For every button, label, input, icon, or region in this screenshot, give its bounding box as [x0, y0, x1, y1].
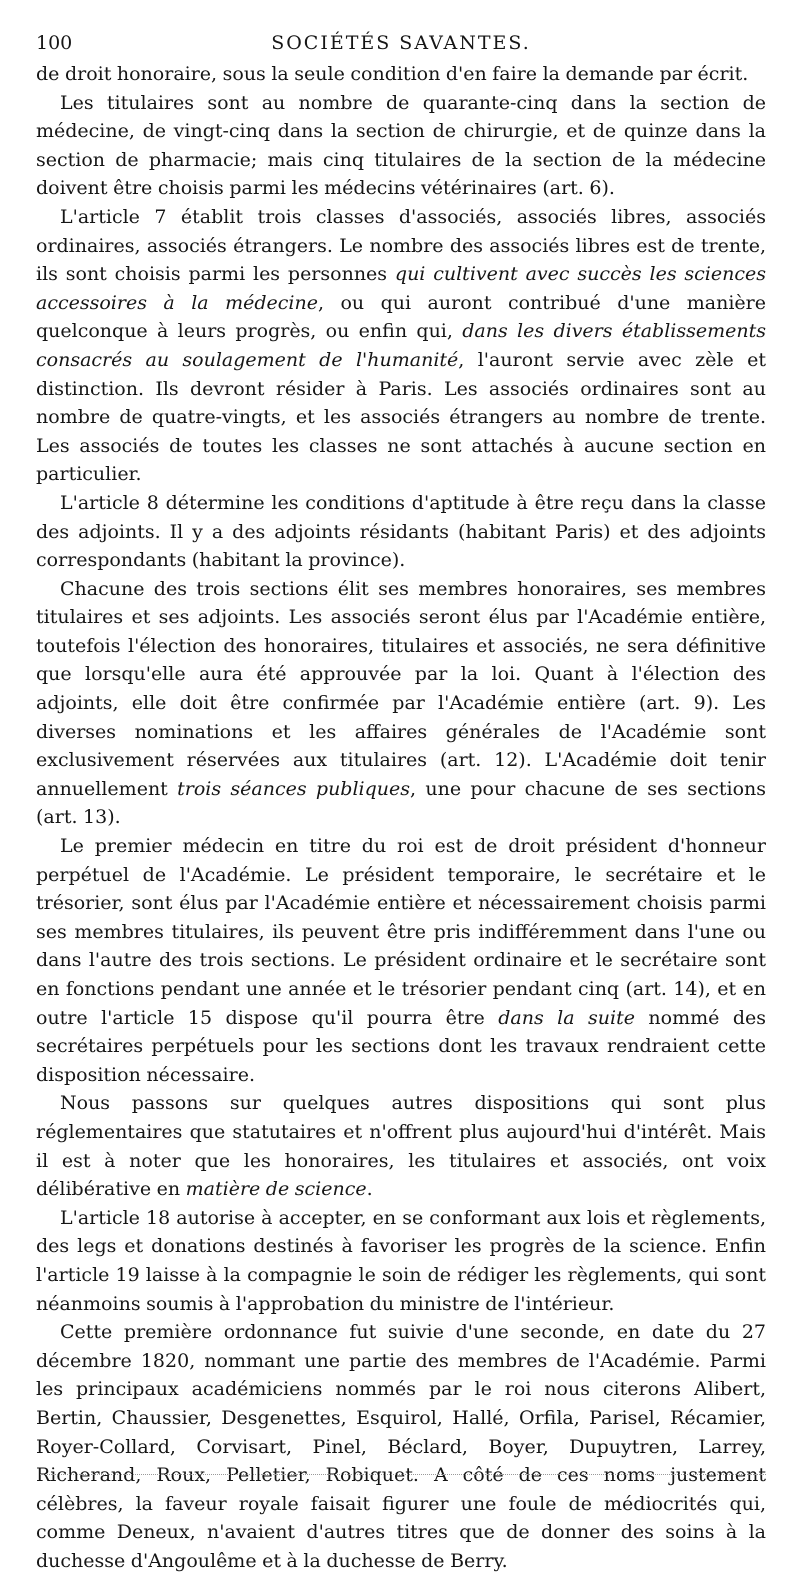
paragraph: [36, 203, 766, 489]
book-page: [36, 26, 766, 1575]
paragraph: [36, 1089, 766, 1203]
italic-text: dans la suite: [498, 1006, 635, 1029]
text-run: Chacune des trois sections élit ses membres honoraires, ses membres titulaires et ses adjoints. Les associés seront élus par l'Académie entière, toutefois l'élection des honoraires, titulaires et associés, ne sera définitive que lorsqu'elle aura été approuvée par la loi. Quant à l'élection des adjoints, elle doit être confirmée par l'Académie entière (art. 9). Les diverses nominations et les affaires générales de l'Académie sont exclusivement réservées aux titulaires (art. 12). L'Académie doit tenir annuellement: [36, 577, 766, 800]
text-run: , ou qui auront contribué d'une manière quelconque à leurs progrès, ou enfin qui,: [36, 291, 766, 343]
page-number: 100: [36, 32, 73, 54]
paragraph: [36, 1318, 766, 1575]
text-run: L'article 7 établit trois classes d'associés, associés libres, associés ordinaires, associés étrangers. Le nombre des associés libres est de trente, ils sont choisis parmi les personnes: [36, 205, 766, 286]
paragraph: [36, 832, 766, 1089]
body-text: [36, 60, 766, 1575]
text-run: .: [366, 1178, 373, 1201]
paragraph: [36, 89, 766, 203]
text-run: de droit honoraire, sous la seule condition d'en faire la demande par écrit.: [36, 63, 749, 85]
italic-text: matière de science: [185, 1178, 367, 1201]
text-run: Nous passons sur quelques autres dispositions qui sont plus réglementaires que statutaires et n'offrent plus aujourd'hui d'intérêt. Mais il est à noter que les honoraires, les titulaires et associés, ont voix délibérative en: [36, 1092, 766, 1201]
italic-text: trois séances publiques: [177, 777, 411, 800]
italic-text: dans les divers établissements consacrés au soulagement de l'humanité: [36, 320, 766, 371]
text-run: Le premier médecin en titre du roi est de droit président d'honneur perpétuel de l'Académie. Le président temporaire, le secrétaire et le trésorier, sont élus par l'Académie entière et nécessairement choisis parmi ses membres titulaires, ils peuvent être pris indifféremment dans l'une ou dans l'autre des trois sections. Le président ordinaire et le secrétaire sont en fonctions pendant une année et le trésorier pendant cinq (art. 14), et en outre l'article 15 dispose qu'il pourra être: [36, 835, 766, 1029]
text-run: Les titulaires sont au nombre de quarante-cinq dans la section de médecine, de vingt-cinq dans la section de chirurgie, et de quinze dans la section de pharmacie; mais cinq titulaires de la section de la médecine doivent être choisis parmi les médecins vétérinaires (art. 6).: [36, 91, 766, 200]
paragraph: [36, 489, 766, 575]
text-run: Cette première ordonnance fut suivie d'une seconde, en date du 27 décembre 1820, nommant une partie des membres de l'Académie. Parmi les principaux académiciens nommés par le roi nous citerons Alibert, Bertin, Chaussier, Desgenettes, Esquirol, Hallé, Orfila, Parisel, Récamier, Royer-Collard, Corvisart, Pinel, Béclard, Boyer, Dupuytren, Larrey, Richerand, Roux, Pelletier, Robiquet. A côté de ces noms justement célèbres, la faveur royale faisait figurer une foule de médiocrités qui, comme Deneux, n'avaient d'autres titres que de donner des soins à la duchesse d'Angoulême et à la duchesse de Berry.: [36, 1321, 766, 1572]
paragraph: [36, 1204, 766, 1318]
text-run: L'article 18 autorise à accepter, en se conformant aux lois et règlements, des legs et donations destinés à favoriser les progrès de la science. Enfin l'article 19 laisse à la compagnie le soin de rédiger les règlements, qui sont néanmoins soumis à l'approbation du ministre de l'intérieur.: [36, 1206, 766, 1315]
paragraph: [36, 575, 766, 832]
italic-text: qui cultivent avec succès les sciences accessoires à la médecine: [36, 263, 766, 314]
text-run: L'article 8 détermine les conditions d'aptitude à être reçu dans la classe des adjoints. Il y a des adjoints résidants (habitant Paris) et des adjoints correspondants (habitant la province).: [36, 491, 766, 572]
text-run: nommé des secrétaires perpétuels pour les sections dont les travaux rendraient cette disposition nécessaire.: [36, 1006, 766, 1086]
running-head: [36, 26, 766, 60]
bottom-dotted-rule: [40, 1474, 766, 1475]
text-run: , l'auront servie avec zèle et distinction. Ils devront résider à Paris. Les associés ordinaires sont au nombre de quatre-vingts, et les associés étrangers au nombre de trente. Les associés de toutes les classes ne sont attachés à aucune section en particulier.: [36, 348, 766, 486]
running-title: SOCIÉTÉS SAVANTES.: [271, 32, 531, 54]
paragraph: [36, 60, 766, 89]
text-run: , une pour chacune de ses sections (art. 13).: [36, 777, 767, 829]
